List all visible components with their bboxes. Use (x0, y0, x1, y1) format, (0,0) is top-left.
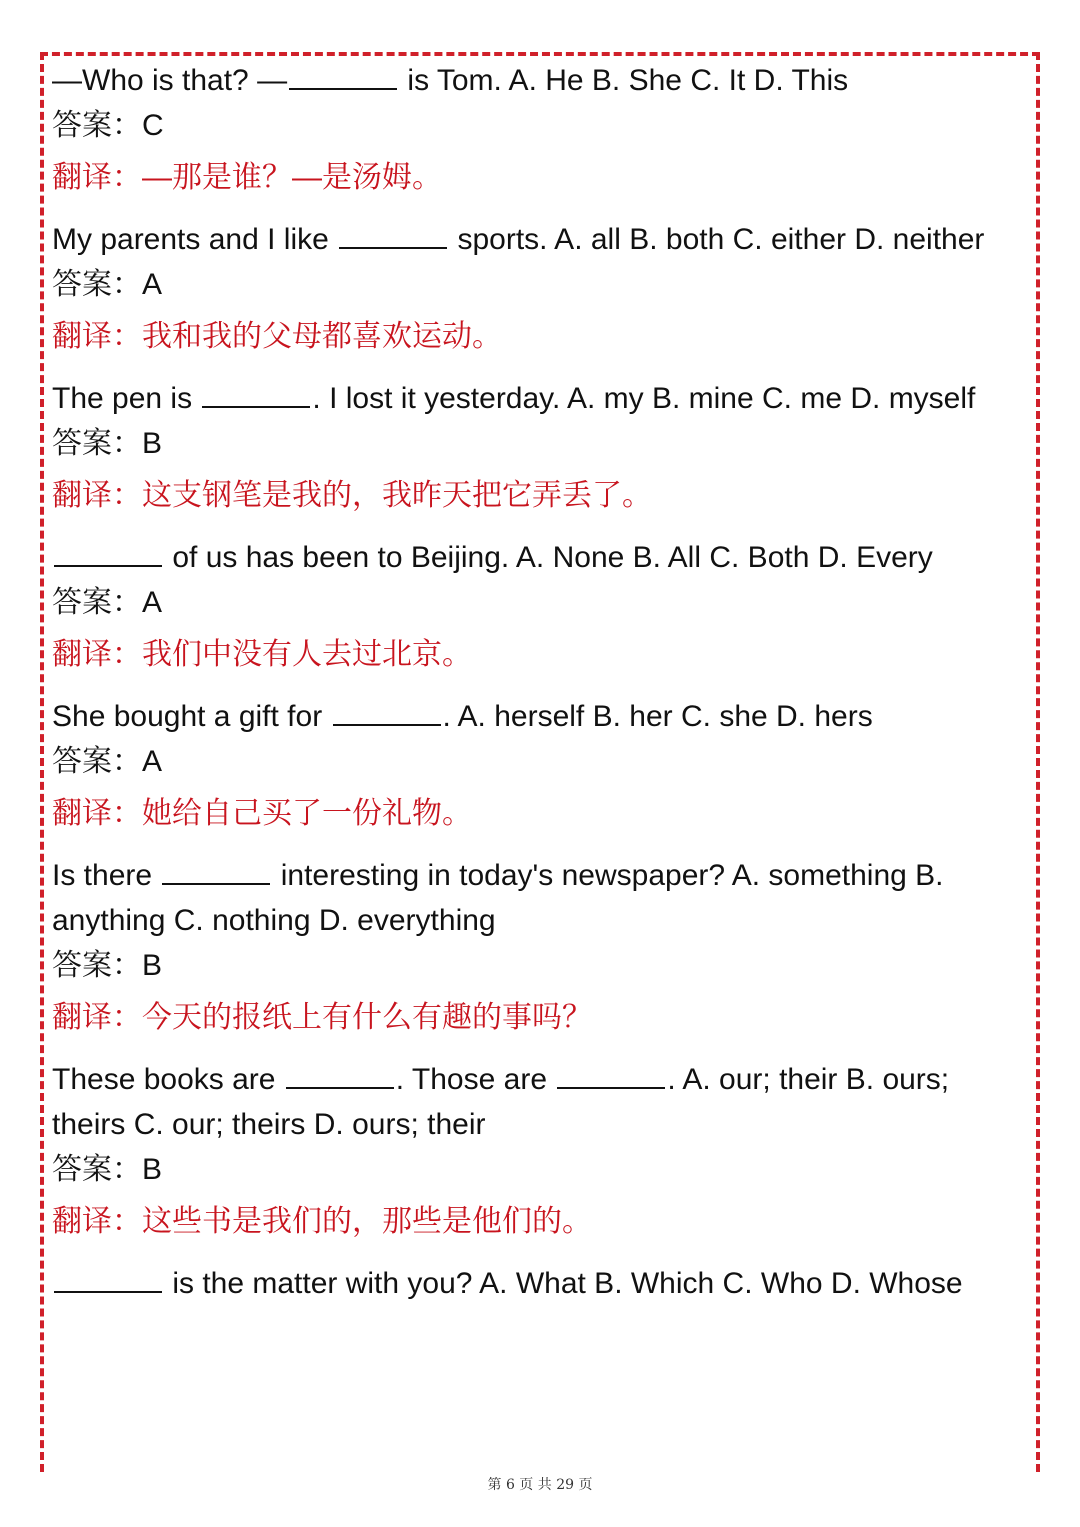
answer-text: 答案：C (52, 109, 164, 142)
answer-blank (339, 246, 447, 249)
answer-blank (54, 564, 162, 567)
question-text: The pen is . I lost it yesterday. A. my B. mine C. me D. myself (52, 382, 976, 415)
qa-item (52, 1057, 1024, 1251)
translation-text: 翻译：这支钢笔是我的，我昨天把它弄丢了。 (52, 479, 652, 512)
answer-blank (54, 1290, 162, 1293)
answer-text: 答案：B (52, 949, 163, 982)
answer-blank (202, 405, 310, 408)
answer-blank (162, 882, 270, 885)
answer-text: 答案：B (52, 427, 163, 460)
qa-item (52, 58, 1024, 207)
question-text: These books are . Those are . A. our; their B. ours; theirs C. our; theirs D. ours; their (52, 1063, 950, 1141)
qa-item (52, 376, 1024, 525)
qa-item (52, 853, 1024, 1047)
translation-text: 翻译：她给自己买了一份礼物。 (52, 797, 472, 830)
answer-blank (557, 1086, 665, 1089)
answer-blank (286, 1086, 394, 1089)
answer-text: 答案：A (52, 586, 163, 619)
translation-text: 翻译：今天的报纸上有什么有趣的事吗？ (52, 1001, 592, 1034)
translation-text: 翻译：这些书是我们的，那些是他们的。 (52, 1205, 592, 1238)
question-text: My parents and I like sports. A. all B. both C. either D. neither (52, 223, 985, 256)
question-text: Is there interesting in today's newspaper? A. something B. anything C. nothing D. everything (52, 859, 944, 937)
question-text: She bought a gift for . A. herself B. her C. she D. hers (52, 700, 873, 733)
qa-item (52, 217, 1024, 366)
answer-text: 答案：A (52, 268, 163, 301)
question-text: —Who is that? — is Tom. A. He B. She C. It D. This (52, 64, 849, 97)
question-list (52, 58, 1024, 1316)
answer-blank (333, 723, 441, 726)
answer-text: 答案：A (52, 745, 163, 778)
translation-text: 翻译：我和我的父母都喜欢运动。 (52, 320, 502, 353)
qa-item (52, 1261, 1024, 1306)
translation-text: 翻译：—那是谁？—是汤姆。 (52, 161, 442, 194)
answer-text: 答案：B (52, 1153, 163, 1186)
qa-item (52, 535, 1024, 684)
qa-item (52, 694, 1024, 843)
translation-text: 翻译：我们中没有人去过北京。 (52, 638, 472, 671)
question-text: of us has been to Beijing. A. None B. All C. Both D. Every (52, 535, 1024, 580)
page-number-footer: 第 6 页 共 29 页 (487, 1477, 593, 1493)
question-text: is the matter with you? A. What B. Which C. Who D. Whose (52, 1261, 1024, 1306)
answer-blank (289, 87, 397, 90)
